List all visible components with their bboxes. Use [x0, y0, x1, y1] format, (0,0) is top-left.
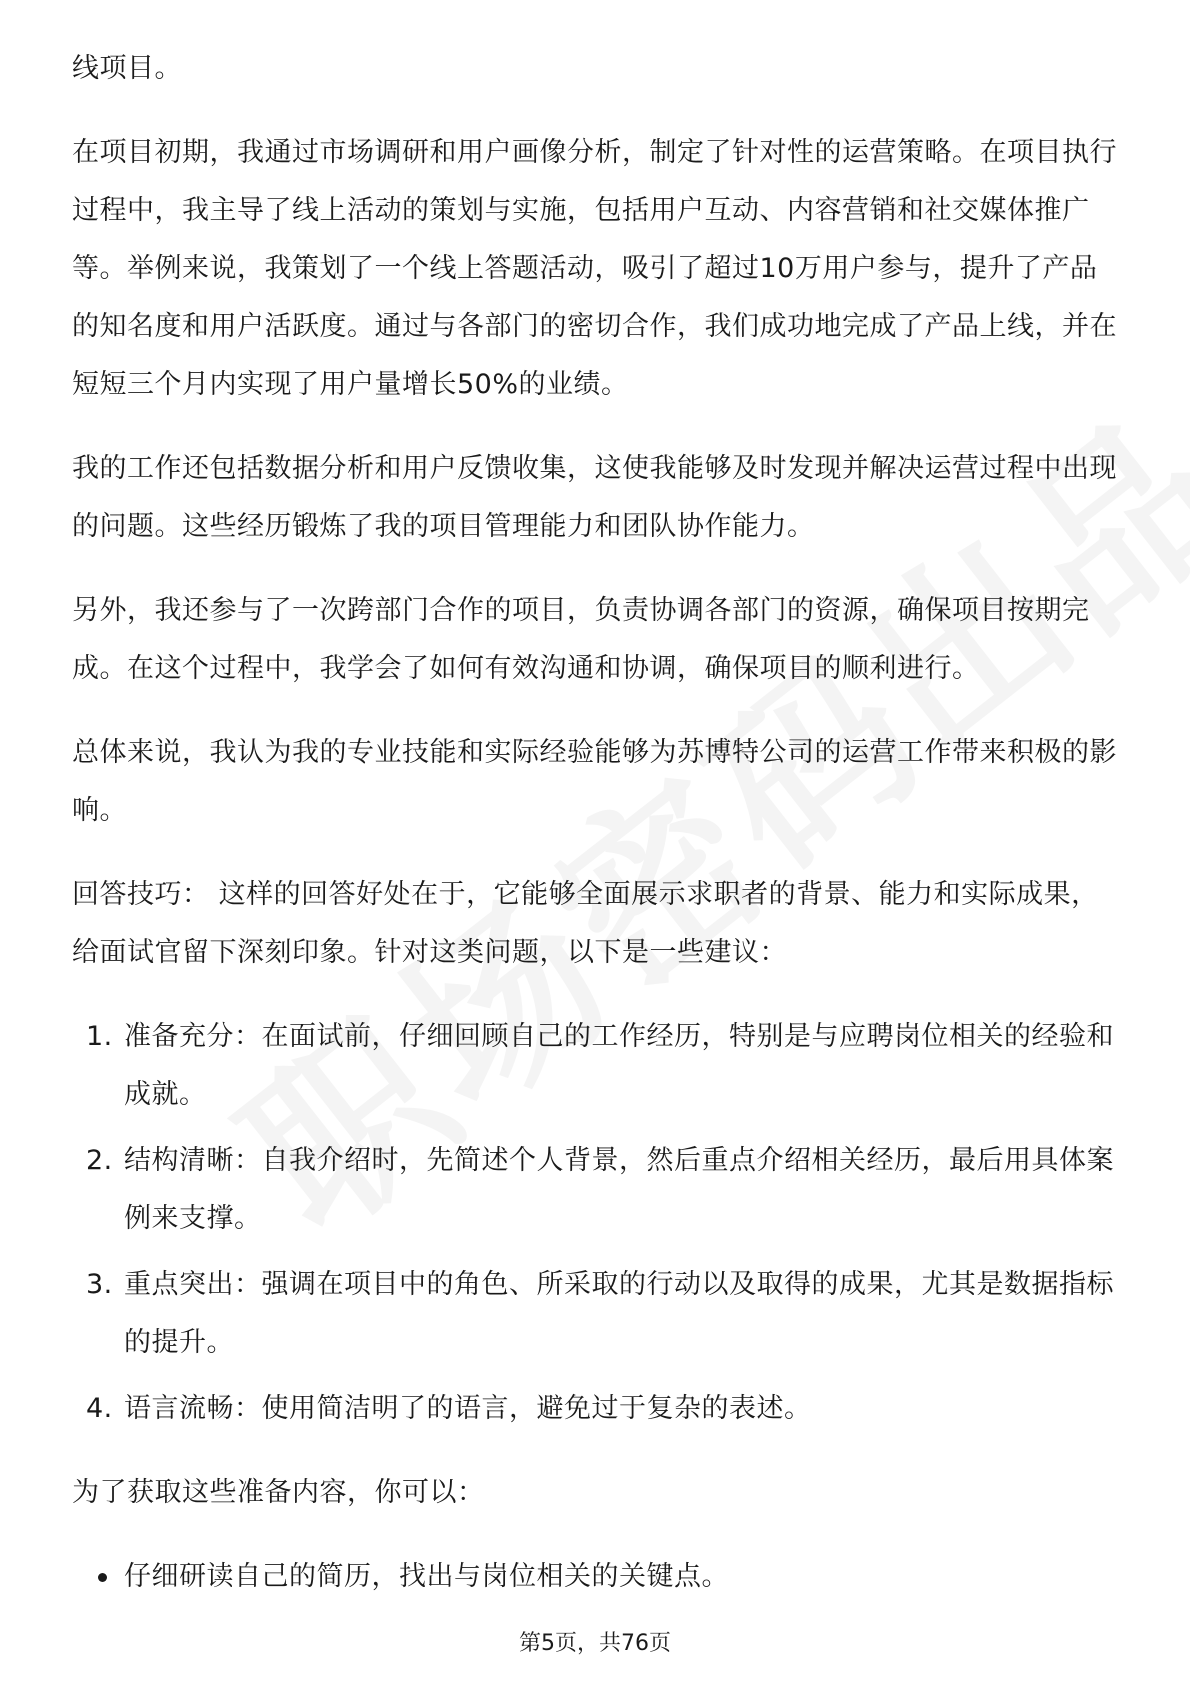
list-item [72, 1548, 1122, 1606]
list-item-text: 重点突出：强调在项目中的角色、所采取的行动以及取得的成果，尤其是数据指标的提升。 [124, 1269, 1114, 1358]
document-body [72, 40, 1122, 1606]
list-number: 4. [86, 1393, 113, 1424]
list-item-text: 语言流畅：使用简洁明了的语言，避免过于复杂的表述。 [124, 1393, 812, 1424]
list-item-text: 结构清晰：自我介绍时，先简述个人背景，然后重点介绍相关经历，最后用具体案例来支撑。 [124, 1145, 1114, 1234]
paragraph: 总体来说，我认为我的专业技能和实际经验能够为苏博特公司的运营工作带来积极的影响。 [72, 737, 1117, 826]
list-item-text: 仔细研读自己的简历，找出与岗位相关的关键点。 [124, 1561, 729, 1592]
paragraph: 另外，我还参与了一次跨部门合作的项目，负责协调各部门的资源，确保项目按期完成。在这个过程中，我学会了如何有效沟通和协调，确保项目的顺利进行。 [72, 595, 1090, 684]
tips-list [72, 1008, 1122, 1438]
list-number: 3. [86, 1269, 113, 1300]
bullet-icon [98, 1573, 107, 1582]
list-item [72, 1380, 1122, 1438]
paragraph: 回答技巧： 这样的回答好处在于，它能够全面展示求职者的背景、能力和实际成果，给面试官留下深刻印象。针对这类问题，以下是一些建议： [72, 879, 1099, 968]
list-number: 2. [86, 1145, 113, 1176]
list-number: 1. [86, 1021, 113, 1052]
bullet-list [72, 1548, 1122, 1606]
paragraph: 线项目。 [72, 53, 182, 84]
paragraph: 为了获取这些准备内容，你可以： [72, 1477, 485, 1508]
list-item [72, 1256, 1122, 1372]
page-number: 第5页，共76页 [519, 1631, 671, 1656]
paragraph: 在项目初期，我通过市场调研和用户画像分析，制定了针对性的运营策略。在项目执行过程中，我主导了线上活动的策划与实施，包括用户互动、内容营销和社交媒体推广等。举例来说，我策划了一个线上答题活动，吸引了超过10万用户参与，提升了产品的知名度和用户活跃度。通过与各部门的密切合作，我们成功地完成了产品上线，并在短短三个月内实现了用户量增长50%的业绩。 [72, 137, 1117, 400]
paragraph: 我的工作还包括数据分析和用户反馈收集，这使我能够及时发现并解决运营过程中出现的问题。这些经历锻炼了我的项目管理能力和团队协作能力。 [72, 453, 1117, 542]
list-item [72, 1008, 1122, 1124]
list-item-text: 准备充分：在面试前，仔细回顾自己的工作经历，特别是与应聘岗位相关的经验和成就。 [124, 1021, 1114, 1110]
list-item [72, 1132, 1122, 1248]
